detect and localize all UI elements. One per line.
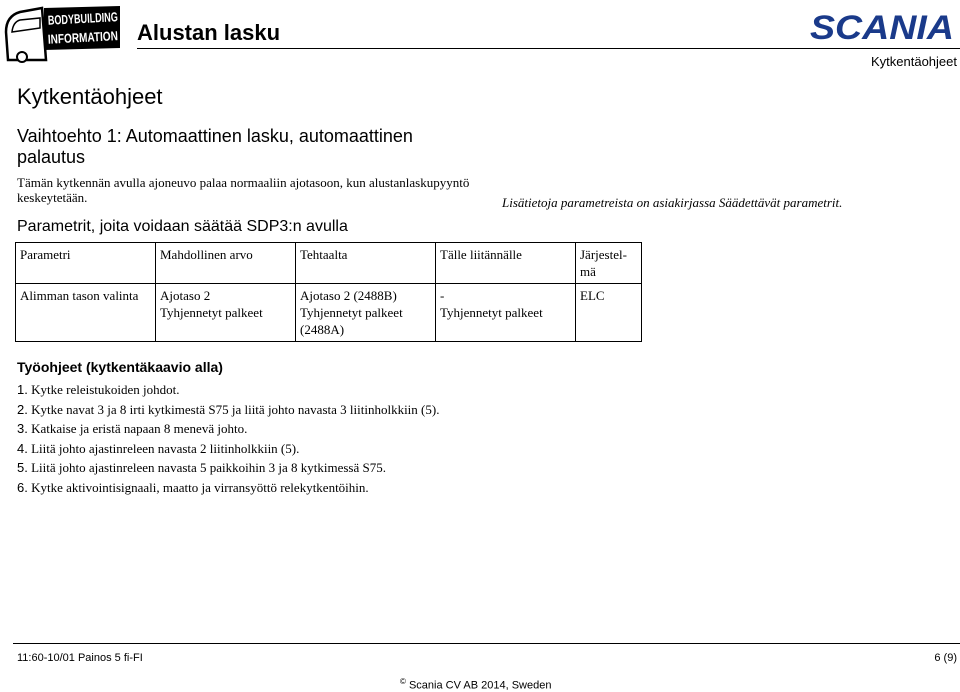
step-number: 4. (17, 440, 28, 456)
cell-this-connection (436, 284, 576, 342)
option-heading: Vaihtoehto 1: Automaattinen lasku, automaattinen palautus (17, 126, 413, 167)
column-header-this-connection: Tälle liitännälle (436, 243, 576, 284)
possible-value-1: Ajotaso 2 (160, 288, 211, 303)
copyright-symbol: © (400, 677, 406, 686)
parameters-reference-note: Lisätietoja parametreista on asiakirjassa Säädettävät parametrit. (502, 195, 843, 210)
footer-copyright (400, 677, 551, 692)
cell-system: ELC (576, 284, 642, 342)
header-section-label: Kytkentäohjeet (870, 54, 957, 69)
cell-parameter: Alimman tason valinta (16, 284, 156, 342)
step-number: 2. (17, 401, 28, 417)
document-title: Alustan lasku (137, 20, 281, 45)
column-header-parameter: Parametri (16, 243, 156, 284)
column-header-possible-value: Mahdollinen arvo (156, 243, 296, 284)
this-connection-value-2: Tyhjennetyt palkeet (440, 305, 543, 320)
work-steps-list (17, 380, 439, 497)
work-instructions-heading: Työohjeet (kytkentäkaavio alla) (17, 359, 223, 375)
factory-value-2: Tyhjennetyt palkeet (2488A) (300, 305, 403, 337)
cell-factory (296, 284, 436, 342)
footer-page-number: 6 (9) (934, 652, 957, 664)
step-text: Liitä johto ajastinreleen navasta 2 liitinholkkiin (5). (31, 440, 300, 456)
step-text: Liitä johto ajastinreleen navasta 5 paikkoihin 3 ja 8 kytkimessä S75. (31, 460, 386, 475)
list-item (17, 439, 439, 459)
header-divider (137, 48, 960, 49)
step-text: Kytke releistukoiden johdot. (31, 382, 180, 397)
possible-value-2: Tyhjennetyt palkeet (160, 305, 263, 320)
table-header-row (16, 243, 642, 284)
list-item (17, 458, 439, 478)
bodybuilding-information-logo (2, 2, 149, 64)
parameter-table (15, 242, 642, 342)
column-header-factory: Tehtaalta (296, 243, 436, 284)
logo-text-line1: BODYBUILDING (47, 7, 149, 28)
table-row (16, 284, 642, 342)
cell-possible-value (156, 284, 296, 342)
scania-logo (808, 9, 956, 47)
logo-text-line2: INFORMATION (47, 27, 139, 47)
step-number: 3. (17, 421, 28, 436)
intro-paragraph: Tämän kytkennän avulla ajoneuvo palaa normaaliin ajotasoon, kun alustanlaskupyyntö keskeytetään. (17, 175, 470, 205)
this-connection-value-1: - (440, 288, 445, 303)
footer-divider (13, 643, 960, 644)
column-header-system: Järjestel- mä (576, 243, 642, 284)
parameters-heading: Parametrit, joita voidaan säätää SDP3:n avulla (17, 218, 348, 235)
footer-document-id: 11:60-10/01 Painos 5 fi-FI (17, 652, 143, 664)
factory-value-1: Ajotaso 2 (2488B) (300, 288, 397, 303)
page-heading: Kytkentäohjeet (17, 84, 163, 109)
copyright-text: Scania CV AB 2014, Sweden (408, 679, 552, 692)
step-text: Kytke navat 3 ja 8 irti kytkimestä S75 ja liitä johto navasta 3 liitinholkkiin (5). (31, 401, 440, 417)
step-text: Katkaise ja eristä napaan 8 menevä johto. (31, 421, 248, 436)
scania-wordmark: SCANIA (810, 9, 954, 47)
list-item (17, 400, 439, 420)
list-item (17, 419, 439, 439)
step-number: 6. (17, 479, 28, 495)
step-number: 1. (17, 382, 28, 397)
step-number: 5. (17, 460, 28, 475)
list-item (17, 380, 439, 400)
step-text: Kytke aktivointisignaali, maatto ja virransyöttö relekytkentöihin. (31, 479, 369, 495)
list-item (17, 478, 439, 498)
